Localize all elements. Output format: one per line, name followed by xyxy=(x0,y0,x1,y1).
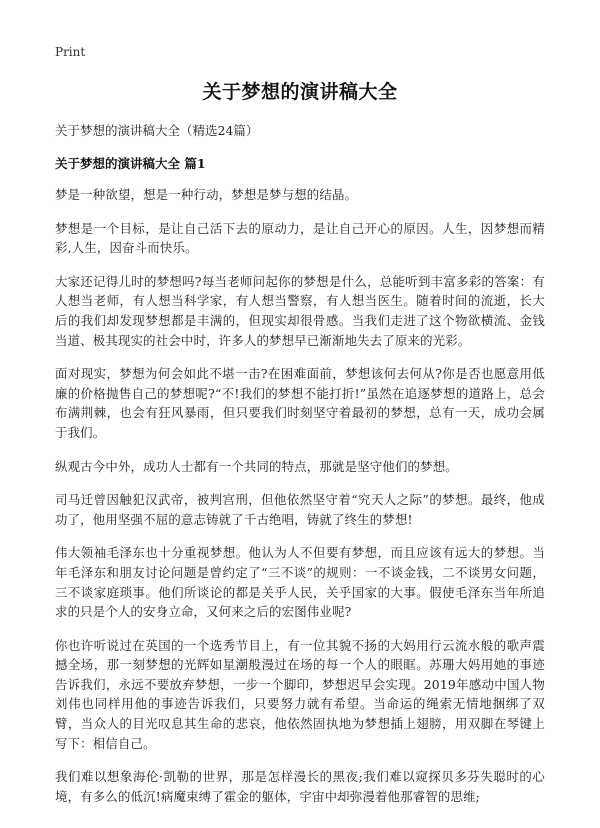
paragraph: 你也许听说过在英国的一个选秀节目上，有一位其貌不扬的大妈用行云流水般的歌声震撼全场，那一刻梦想的光辉如星潮般漫过在场的每一个人的眼眶。苏珊大妈用她的事迹告诉我们，永远不要放弃梦想，一步一个脚印，梦想迟早会实现。2019年感动中国人物刘伟也同样用他的事迹告诉我们，只要努力就有希望。当命运的绳索无情地捆绑了双臂，当众人的目光叹息其生命的悲哀，他依然固执地为梦想插上翅膀，用双脚在琴键上写下：相信自己。 xyxy=(55,637,545,751)
print-link[interactable]: Print xyxy=(55,45,86,59)
document-body xyxy=(55,122,545,820)
paragraph: 梦是一种欲望，想是一种行动，梦想是梦与想的结晶。 xyxy=(55,187,358,202)
paragraph: 面对现实，梦想为何会如此不堪一击?在困难面前，梦想该何去何从?你是否也愿意用低廉的价格抛售自己的梦想呢?“不!我们的梦想不能打折!”虽然在追逐梦想的道路上，总会布满荆棘，也会有狂风暴雨，但只要我们时刻坚守着最初的梦想，总有一天，成功会属于我们。 xyxy=(55,366,545,440)
paragraph: 我们难以想象海伦·凯勒的世界，那是怎样漫长的黑夜;我们难以窥探贝多芬失聪时的心境，有多么的低沉!病魔束缚了霍金的躯体，宇宙中却弥漫着他那睿智的思维; xyxy=(55,769,545,804)
document-subtitle: 关于梦想的演讲稿大全（精选24篇） xyxy=(55,123,259,138)
paragraph: 梦想是一个目标，是让自己活下去的原动力，是让自己开心的原因。人生，因梦想而精彩,人生，因奋斗而快乐。 xyxy=(55,220,545,256)
paragraph: 司马迁曾因触犯汉武帝，被判宫刑，但他依然坚守着“究天人之际”的梦想。最终，他成功了，他用坚强不屈的意志铸就了千古绝唱，铸就了终生的梦想! xyxy=(55,492,545,527)
paragraph: 纵观古今中外，成功人士都有一个共同的特点，那就是坚守他们的梦想。 xyxy=(55,458,458,474)
section-heading: 关于梦想的演讲稿大全 篇1 xyxy=(55,156,206,171)
paragraph: 大家还记得儿时的梦想吗?每当老师问起你的梦想是什么，总能听到丰富多彩的答案：有人想当老师，有人想当科学家，有人想当警察，有人想当医生。随着时间的流逝，长大后的我们却发现梦想都是丰满的，但现实却很骨感。当我们走进了这个物欲横流、金钱当道、极其现实的社会中时，许多人的梦想早已渐渐地失去了原来的光彩。 xyxy=(55,273,545,348)
paragraph: 伟大领袖毛泽东也十分重视梦想。他认为人不但要有梦想，而且应该有远大的梦想。当年毛泽东和朋友讨论问题是曾约定了“三不谈”的规则：一不谈金钱，二不谈男女问题，三不谈家庭琐事。他们所谈论的都是关乎人民，关乎国家的大事。假使毛泽东当年所追求的只是个人的安身立命，又何来之后的宏图伟业呢? xyxy=(55,545,545,620)
document-title: 关于梦想的演讲稿大全 xyxy=(202,81,398,103)
